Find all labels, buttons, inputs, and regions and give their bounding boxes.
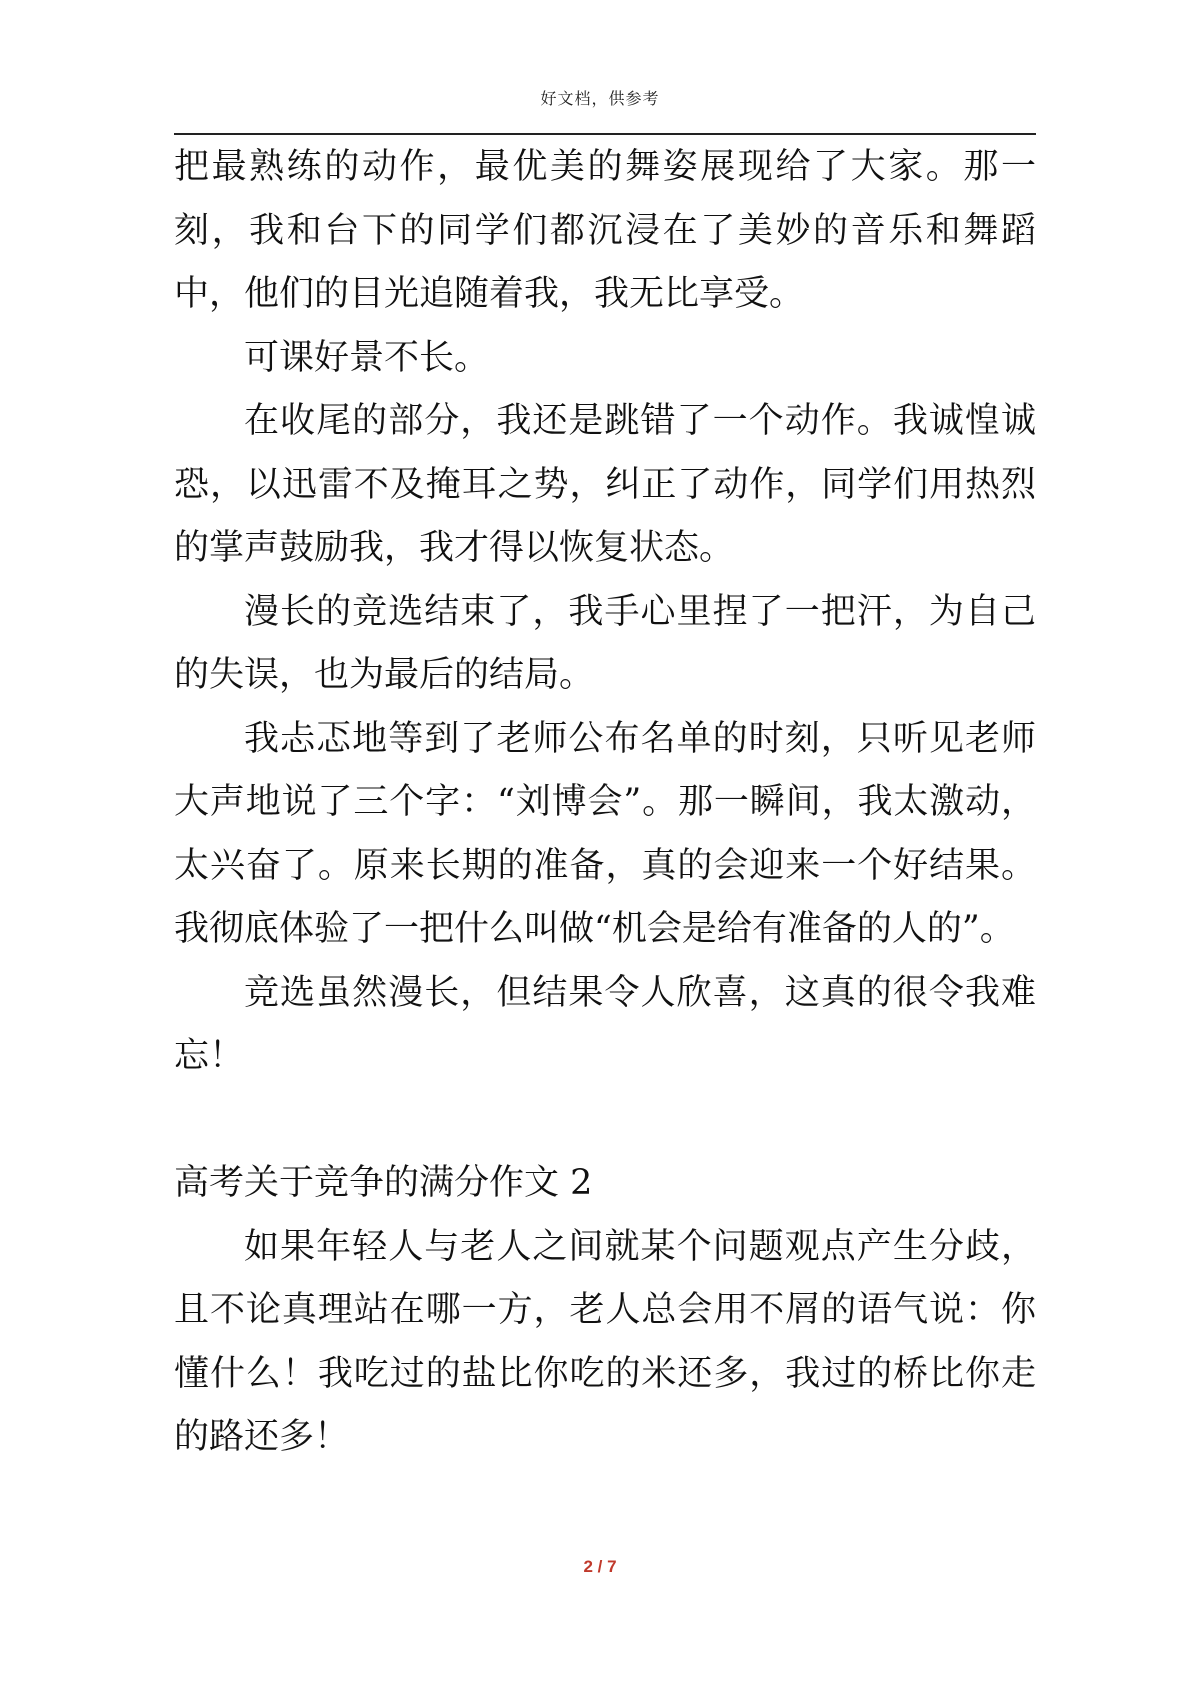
page-header: 好文档，供参考 xyxy=(540,89,660,108)
paragraph: 在收尾的部分，我还是跳错了一个动作。我诚惶诚恐，以迅雷不及掩耳之势，纠正了动作，同学们用热烈的掌声鼓励我，我才得以恢复状态。 xyxy=(174,401,1036,568)
header-divider xyxy=(174,133,1036,135)
paragraph: 可课好景不长。 xyxy=(244,337,490,378)
document-body xyxy=(174,136,1036,1470)
paragraph: 我忐忑地等到了老师公布名单的时刻，只听见老师大声地说了三个字：“刘博会”。那一瞬间，我太激动，太兴奋了。原来长期的准备，真的会迎来一个好结果。我彻底体验了一把什么叫做“机会是给有准备的人的”。 xyxy=(174,718,1036,949)
paragraph: 竞选虽然漫长，但结果令人欣喜，这真的很令我难忘！ xyxy=(174,972,1036,1076)
section-title: 高考关于竞争的满分作文 2 xyxy=(174,1163,593,1203)
paragraph-continuation: 把最熟练的动作，最优美的舞姿展现给了大家。那一刻，我和台下的同学们都沉浸在了美妙的音乐和舞蹈中，他们的目光追随着我，我无比享受。 xyxy=(174,147,1036,314)
paragraph-spacer xyxy=(174,1089,1036,1153)
paragraph: 如果年轻人与老人之间就某个问题观点产生分歧，且不论真理站在哪一方，老人总会用不屑的语气说：你懂什么！我吃过的盐比你吃的米还多，我过的桥比你走的路还多！ xyxy=(174,1226,1036,1457)
page-number: 2 / 7 xyxy=(583,1557,617,1576)
paragraph: 漫长的竞选结束了，我手心里捏了一把汗，为自己的失误，也为最后的结局。 xyxy=(174,591,1036,695)
